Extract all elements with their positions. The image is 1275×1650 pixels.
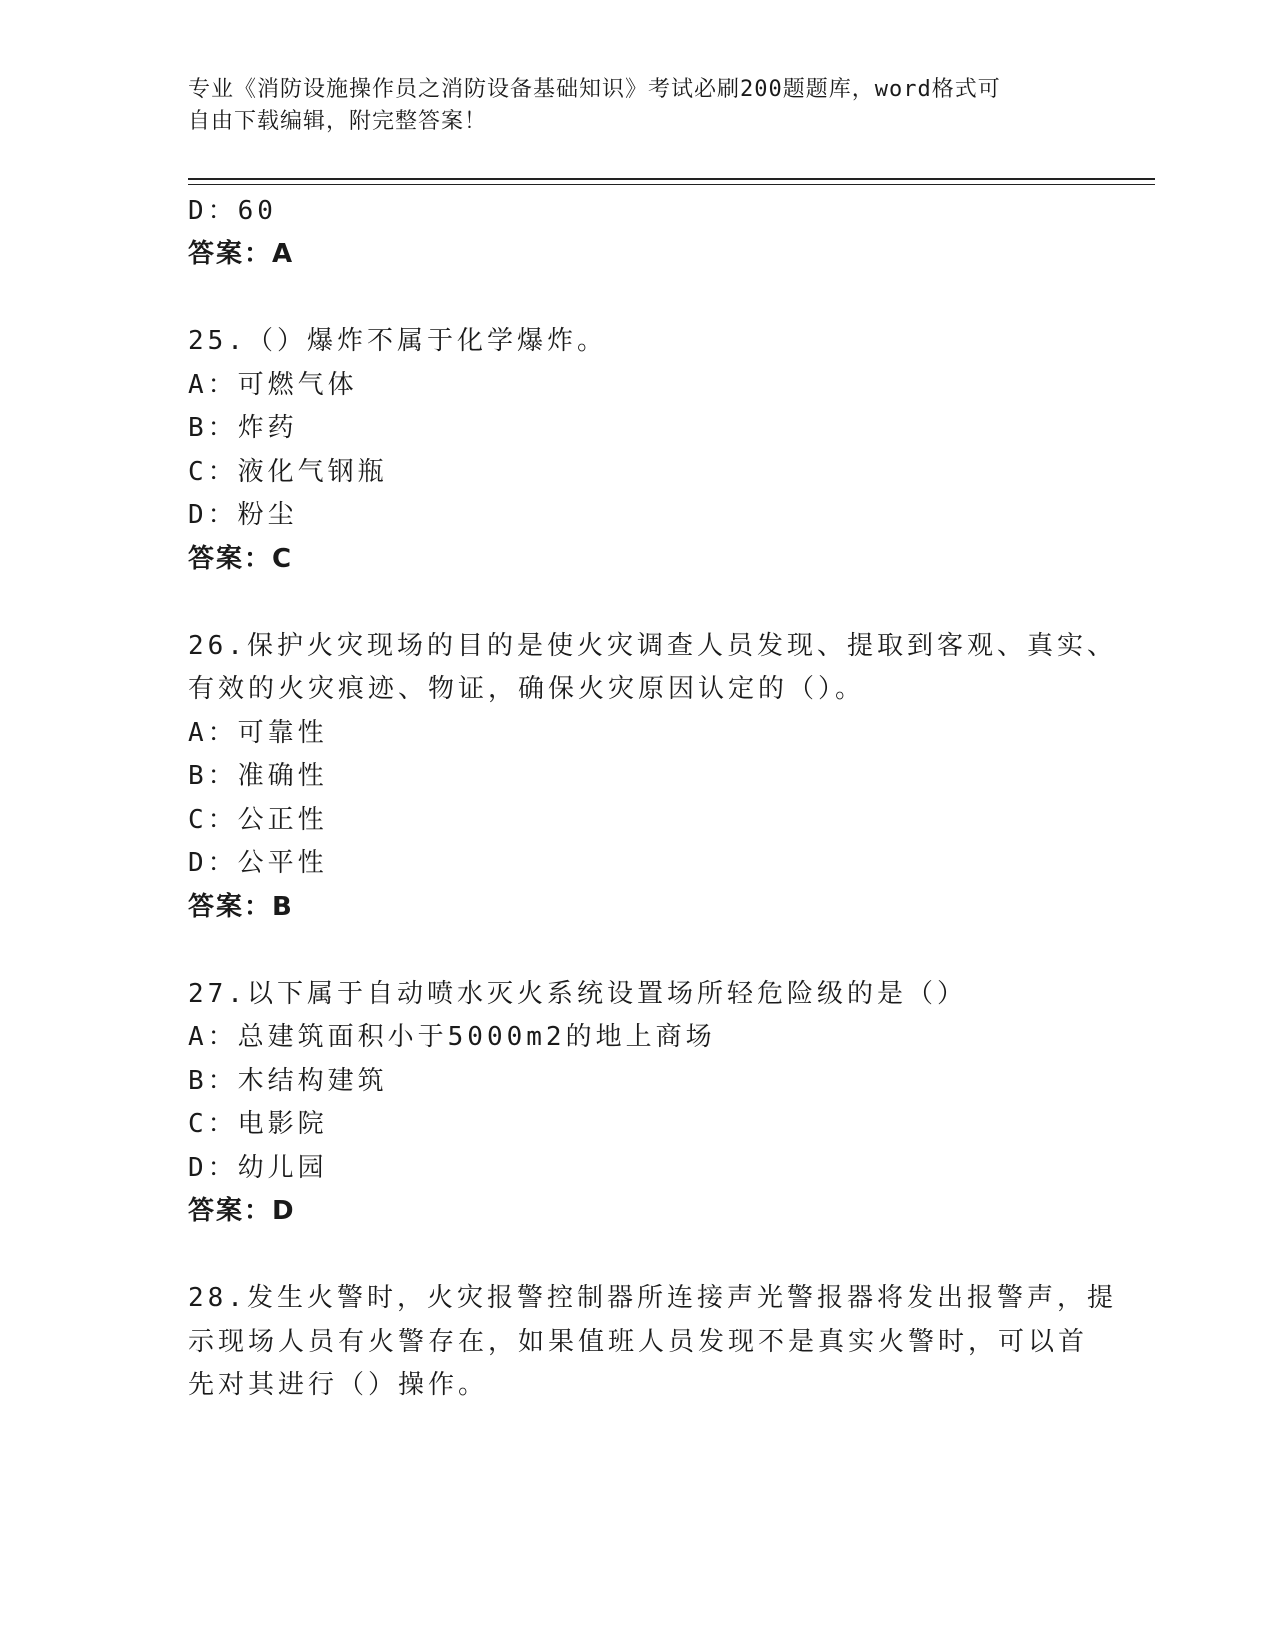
question-stem-line-2: 示现场人员有火警存在，如果值班人员发现不是真实火警时，可以首 — [188, 1327, 1089, 1357]
document-header — [188, 74, 1088, 138]
option-d: D：公平性 — [188, 848, 328, 878]
header-rule-thin — [188, 184, 1155, 185]
option-b: B：炸药 — [188, 413, 298, 443]
question-stem: 25.（）爆炸不属于化学爆炸。 — [188, 326, 607, 356]
answer: 答案：D — [188, 1196, 296, 1226]
option-a: A：可燃气体 — [188, 370, 358, 400]
prev-answer: 答案：A — [188, 239, 295, 269]
question-stem-line-2: 有效的火灾痕迹、物证，确保火灾原因认定的（）。 — [188, 674, 866, 704]
question-stem-line-1: 28.发生火警时，火灾报警控制器所连接声光警报器将发出报警声，提 — [188, 1283, 1117, 1313]
header-line-2: 自由下载编辑，附完整答案！ — [188, 109, 488, 134]
answer: 答案：B — [188, 892, 294, 922]
option-b: B：准确性 — [188, 761, 328, 791]
question-stem: 27.以下属于自动喷水灭火系统设置场所轻危险级的是（） — [188, 979, 967, 1009]
option-c: C：电影院 — [188, 1109, 328, 1139]
question-stem-line-3: 先对其进行（）操作。 — [188, 1370, 489, 1400]
option-a: A：总建筑面积小于5000m2的地上商场 — [188, 1022, 716, 1052]
option-a: A：可靠性 — [188, 718, 328, 748]
option-b: B：木结构建筑 — [188, 1066, 388, 1096]
option-c: C：液化气钢瓶 — [188, 457, 388, 487]
option-d: D：粉尘 — [188, 500, 298, 530]
option-c: C：公正性 — [188, 805, 328, 835]
header-rule-thick — [188, 178, 1155, 180]
option-d: D：幼儿园 — [188, 1153, 328, 1183]
header-line-1: 专业《消防设施操作员之消防设备基础知识》考试必刷200题题库，word格式可 — [188, 77, 1001, 102]
prev-option-d: D：60 — [188, 196, 277, 226]
question-stem-line-1: 26.保护火灾现场的目的是使火灾调查人员发现、提取到客观、真实、 — [188, 631, 1117, 661]
answer: 答案：C — [188, 544, 294, 574]
